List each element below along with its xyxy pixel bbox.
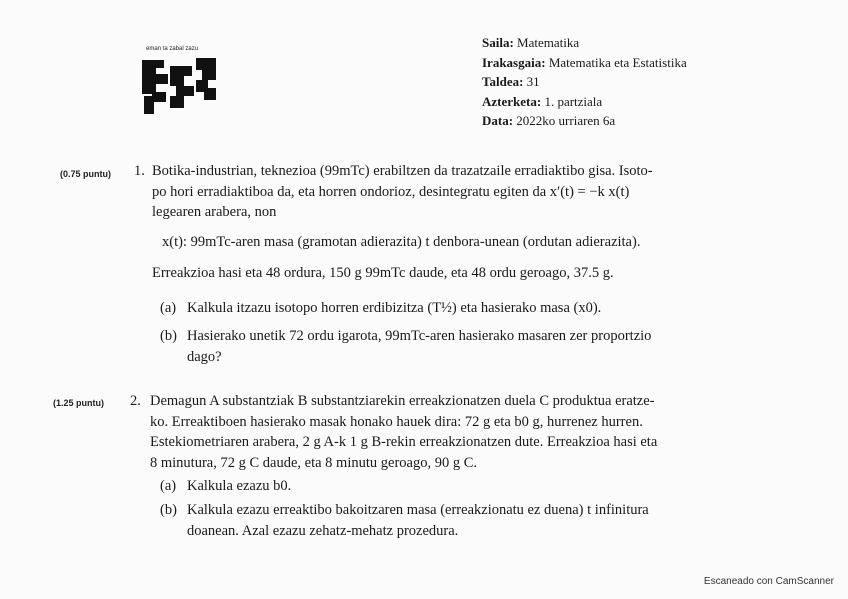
q1-b-text	[187, 326, 746, 367]
q1-b-line1: Hasierako unetik 72 ordu igarota, 99mTc-aren hasierako masaren zer proportzio	[187, 328, 652, 344]
q2-b-label: (b)	[160, 502, 177, 518]
header-irakasgaia: Irakasgaia: Matematika eta Estatistika	[482, 54, 687, 70]
q2-line1: Demagun A substantziak B substantziarekin erreakzionatzen duela C produktua eratze-	[150, 393, 655, 409]
header-saila: Saila: Matematika	[482, 35, 580, 50]
q1-line1: Botika-industrian, teknezioa (99mTc) erabiltzen da trazatzaile erradiaktibo gisa. Isoto-	[152, 163, 653, 179]
q2-statement	[150, 391, 746, 473]
upv-ehu-logo-icon	[140, 56, 220, 118]
q1-b-label: (b)	[160, 328, 177, 344]
header-azterketa: Azterketa: 1. partziala	[482, 93, 603, 109]
q2-a-text: Kalkula ezazu b0.	[187, 478, 292, 494]
q2-line2: ko. Erreaktiboen hasierako masak honako hauek dira: 72 g eta b0 g, hurrenez hurren.	[150, 413, 643, 430]
q2-b-text	[187, 500, 746, 541]
q2-b-line1: Kalkula ezazu erreaktibo bakoitzaren masa (erreakzionatu ez duena) t infinitura	[187, 502, 649, 518]
q1-statement	[152, 161, 746, 223]
q2-a-label: (a)	[160, 478, 177, 494]
scanner-watermark: Escaneado con CamScanner	[703, 576, 834, 587]
logo-caption: eman ta zabal zazu	[146, 46, 199, 52]
q1-definition: x(t): 99mTc-aren masa (gramotan adierazita) t denbora-unean (ordutan adierazita).	[162, 234, 641, 250]
q1-b-line2: dago?	[187, 348, 222, 365]
q2-part-b	[160, 500, 746, 544]
q1-line3: legearen arabera, non	[152, 204, 277, 220]
header-taldea: Taldea: 31	[482, 74, 540, 89]
q2-b-line2: doanean. Azal ezazu zehatz-mehatz prozedura.	[187, 522, 459, 539]
q2-line4: 8 minutura, 72 g C daude, eta 8 minutu geroago, 90 g C.	[150, 454, 478, 471]
q1-part-a	[160, 298, 746, 320]
q2-points: (1.25 puntu)	[53, 398, 104, 408]
exam-header	[482, 33, 687, 131]
q2-part-a	[160, 476, 746, 498]
q1-line2: po hori erradiaktiboa da, eta horren ondorioz, desintegratu egiten da x′(t) = −k x(t)	[152, 183, 630, 200]
header-data: Data: 2022ko urriaren 6a	[482, 113, 616, 128]
q1-a-label: (a)	[160, 300, 177, 316]
q2-number: 2.	[130, 393, 141, 409]
q1-part-b	[160, 326, 746, 370]
q1-points: (0.75 puntu)	[60, 169, 111, 179]
q1-data: Erreakzioa hasi eta 48 ordura, 150 g 99mTc daude, eta 48 ordu geroago, 37.5 g.	[152, 265, 614, 281]
q1-a-text: Kalkula itzazu isotopo horren erdibizitza (T½) eta hasierako masa (x0).	[187, 300, 602, 316]
q1-number: 1.	[134, 163, 145, 179]
q2-line3: Estekiometriaren arabera, 2 g A-k 1 g B-rekin erreakzionatzen dute. Erreakzioa hasi eta	[150, 434, 658, 450]
